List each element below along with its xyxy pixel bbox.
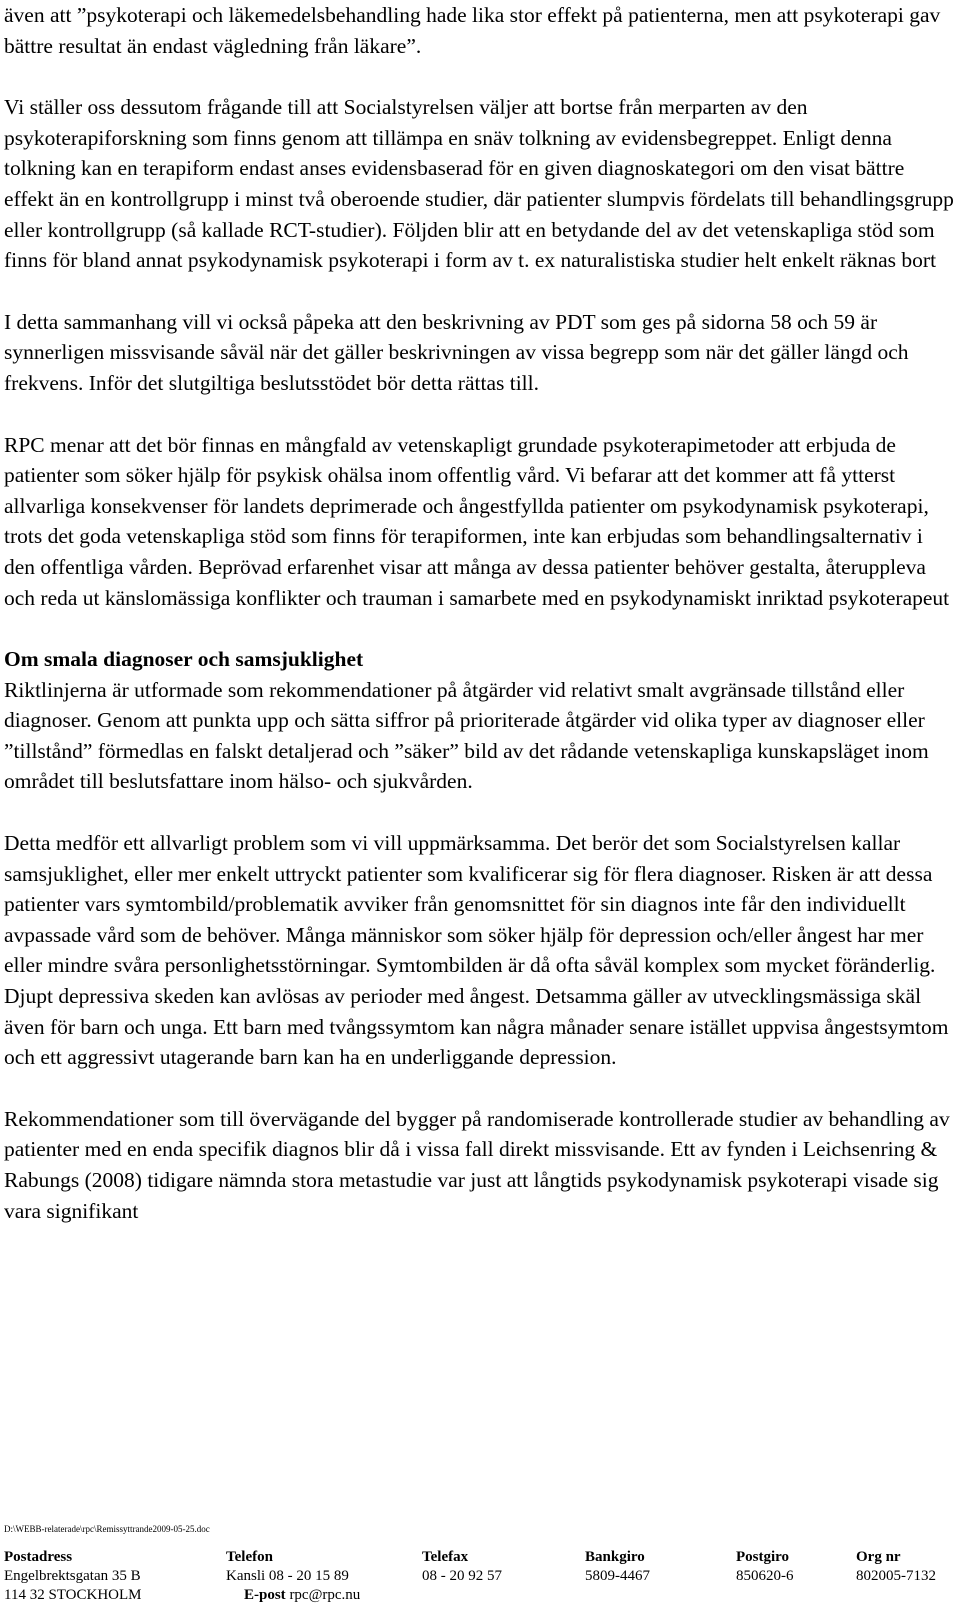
paragraph: Detta medför ett allvarligt problem som vi vill uppmärksamma. Det berör det som Socialstyrelsen kallar samsjuklighet, eller mer enkelt uttryckt patienter som kvalificerar sig för flera diagnoser. Risken är att dessa patienter vars symtombild/problematik avviker från genomsnittet för sin diagnos inte får den individuellt avpassade vård som de behöver. Många människor som söker hjälp för depression och/eller ångest har mer eller mindre svåra personlighetsstörningar. Symtombilden är då ofta såväl komplex som mycket föränderlig. Djupt depressiva skeden kan avlösas av perioder med ångest. Detsamma gäller av utvecklingsmässiga skäl även för barn och unga. Ett barn med tvångssymtom kan några månader senare istället uppvisa ångestsymtom och ett aggressivt utagerande barn kan ha en underliggande depression.: [4, 831, 949, 1070]
paragraph: Riktlinjerna är utformade som rekommendationer på åtgärder vid relativt smalt avgränsade tillstånd eller diagnoser. Genom att punkta upp och sätta siffror på prioriterade åtgärder vid olika typer av diagnoser eller ”tillstånd” förmedlas en falskt detaljerad och ”säker” bild av det rådande vetenskapliga kunskapsläget inom området till beslutsfattare inom hälso- och sjukvården.: [4, 677, 929, 794]
footer-value-row: [4, 1567, 956, 1586]
footer: [4, 1548, 956, 1605]
footer-header-row: [4, 1548, 956, 1567]
footer-phone: Kansli 08 - 20 15 89: [226, 1568, 349, 1584]
footer-city: 114 32 STOCKHOLM: [4, 1587, 142, 1603]
footer-address: Engelbrektsgatan 35 B: [4, 1568, 141, 1584]
paragraph: Rekommendationer som till övervägande del bygger på randomiserade kontrollerade studier av behandling av patienter med en enda specifik diagnos blir då i vissa fall direkt missvisande. Ett av fynden i Leichsenring & Rabungs (2008) tidigare nämnda stora metastudie var just att långtids psykodynamisk psykoterapi visade sig vara signifikant: [4, 1106, 950, 1223]
file-path: D:\WEBB-relaterade\rpc\Remissyttrande2009-05-25.doc: [4, 1524, 210, 1534]
footer-fax: 08 - 20 92 57: [422, 1568, 502, 1584]
footer-second-row: [4, 1586, 956, 1605]
footer-email-label: E-post: [244, 1587, 286, 1603]
footer-header-postadress: Postadress: [4, 1549, 73, 1565]
paragraph: Vi ställer oss dessutom frågande till att Socialstyrelsen väljer att bortse från merparten av den psykoterapiforskning som finns genom att tillämpa en snäv tolkning av evidensbegreppet. Enligt denna tolkning kan en terapiform endast anses evidensbaserad för en given diagnoskategori om den visat bättre effekt än en kontrollgrupp i minst två oberoende studier, där patienter slumpvis fördelats till behandlingsgrupp eller kontrollgrupp (så kallade RCT-studier). Följden blir att en betydande del av det vetenskapliga stöd som finns för bland annat psykodynamisk psykoterapi i form av t. ex naturalistiska studier helt enkelt räknas bort: [4, 95, 954, 273]
footer-header-telefax: Telefax: [422, 1549, 469, 1565]
footer-email-link[interactable]: rpc@rpc.nu: [289, 1587, 361, 1603]
footer-header-orgnr: Org nr: [856, 1549, 901, 1565]
footer-postgiro: 850620-6: [736, 1568, 794, 1584]
footer-header-postgiro: Postgiro: [736, 1549, 790, 1565]
section-heading: Om smala diagnoser och samsjuklighet: [4, 647, 364, 672]
document-body: [4, 0, 954, 1226]
footer-orgnr: 802005-7132: [856, 1568, 936, 1584]
footer-header-telefon: Telefon: [226, 1549, 273, 1565]
paragraph: RPC menar att det bör finnas en mångfald av vetenskapligt grundade psykoterapimetoder att erbjuda de patienter som söker hjälp för psykisk ohälsa inom offentlig vård. Vi befarar att det kommer att få ytterst allvarliga konsekvenser för landets deprimerade och ångestfyllda patienter om psykodynamisk psykoterapi, trots det goda vetenskapliga stöd som finns för terapiformen, inte kan erbjudas som behandlingsalternativ i den offentliga vården. Beprövad erfarenhet visar att många av dessa patienter behöver gestalta, återuppleva och reda ut känslomässiga konflikter och trauman i samarbete med en psykodynamiskt inriktad psykoterapeut: [4, 432, 950, 610]
footer-header-bankgiro: Bankgiro: [585, 1549, 645, 1565]
paragraph: även att ”psykoterapi och läkemedelsbehandling hade lika stor effekt på patienterna, men att psykoterapi gav bättre resultat än endast vägledning från läkare”.: [4, 3, 941, 58]
paragraph: I detta sammanhang vill vi också påpeka att den beskrivning av PDT som ges på sidorna 58 och 59 är synnerligen missvisande såväl när det gäller beskrivningen av vissa begrepp som när det gäller längd och frekvens. Inför det slutgiltiga beslutsstödet bör detta rättas till.: [4, 309, 909, 395]
footer-email: [244, 1586, 360, 1605]
footer-bankgiro: 5809-4467: [585, 1568, 650, 1584]
